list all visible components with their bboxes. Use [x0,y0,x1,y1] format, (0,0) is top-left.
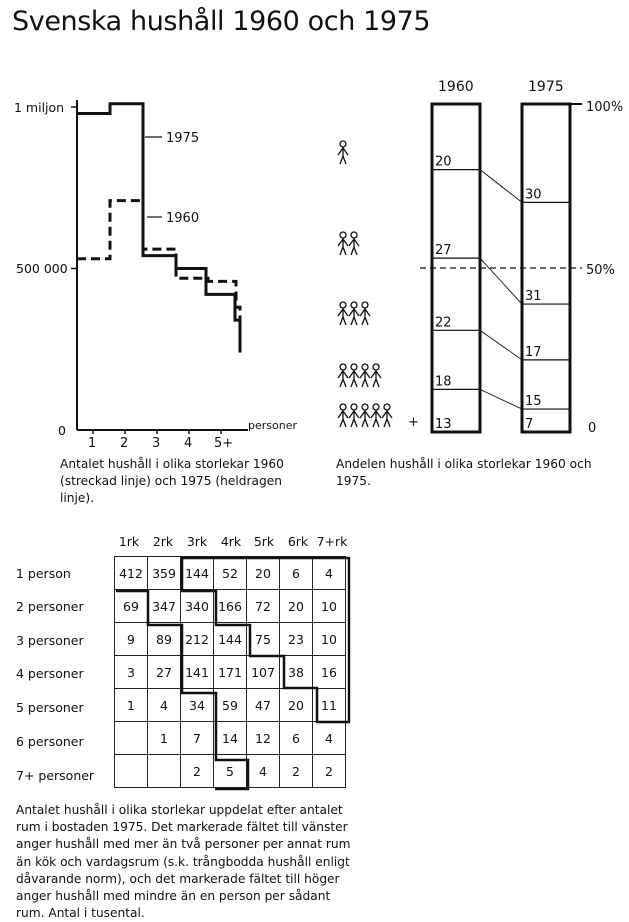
table-cell: 20 [247,557,280,590]
table-cell: 10 [313,590,346,623]
table-cell: 1 [115,689,148,722]
xtick-label-2: 2 [120,436,129,451]
table-cell: 72 [247,590,280,623]
household-size-icons-2 [338,232,359,255]
household-size-icons-4 [338,364,381,387]
tick-label-50: 50% [586,263,615,278]
table-cell: 340 [181,590,214,623]
table-cell: 2 [181,755,214,788]
table-cell: 1 [148,722,181,755]
row-label-7: 7+ personer [16,768,95,783]
segment-label-1960-1: 27 [435,243,452,259]
col-header-1rk: 1rk [118,534,140,549]
table-cell: 347 [148,590,181,623]
share-stacked-chart [320,60,629,445]
page-title: Svenska hushåll 1960 och 1975 [12,6,431,37]
table-cell: 7 [181,722,214,755]
table-cell: 107 [247,656,280,689]
ytick-label-500000: 500 000 [16,261,68,276]
col-header-6rk: 6rk [287,534,309,549]
x-axis-label: personer [248,419,297,432]
row-label-3: 3 personer [16,633,84,648]
person-icon [349,302,359,325]
table-cell: 27 [148,656,181,689]
table-row [115,656,346,689]
connector-line [480,258,522,304]
column-label-1960: 1960 [438,79,474,95]
row-label-2: 2 personer [16,599,84,614]
household-size-icons-5 [338,404,392,427]
row-label-4: 4 personer [16,666,84,681]
column-label-1975: 1975 [528,79,564,95]
tick-label-100: 100% [586,100,624,115]
table-cell: 34 [181,689,214,722]
person-icon [338,141,348,164]
col-header-2rk: 2rk [152,534,174,549]
person-icon [360,404,370,427]
col-header-3rk: 3rk [186,534,208,549]
table-cell: 412 [115,557,148,590]
table-cell: 359 [148,557,181,590]
person-icon [360,302,370,325]
xtick-label-5plus: 5+ [214,436,234,451]
series-label-1975: 1975 [166,131,200,146]
segment-label-1960-4: 13 [435,417,452,432]
row-label-6: 6 personer [16,734,84,749]
table-cell: 47 [247,689,280,722]
table-cell: 52 [214,557,247,590]
col-header-5rk: 5rk [253,534,275,549]
step-chart-plot [71,100,248,434]
table-cell [115,755,148,788]
table-cell: 212 [181,623,214,656]
table-row [115,590,346,623]
table-cell: 20 [280,590,313,623]
caption-share-chart: Andelen hushåll i olika storlekar 1960 och 1975. [336,457,592,488]
ytick-label-1-miljon: 1 miljon [14,100,65,115]
table-cell: 2 [313,755,346,788]
row-label-5: 5 personer [16,700,84,715]
table-cell: 69 [115,590,148,623]
caption-table: Antalet hushåll i olika storlekar uppdelat efter antalet rum i bostaden 1975. Det markerade fältet till vänster anger hushåll med mer än två personer per annat rum än kök och vardagsrum (s.k. trångbodda hushåll enligt dåvarande norm), och det markerade fältet till höger anger hushåll med mindre än en person per sådant rum. Antal i tusental. [16,803,351,921]
segment-label-1960-0: 20 [435,154,452,170]
stacked-bars-plot [338,104,582,432]
segment-label-1975-1: 31 [525,289,542,305]
segment-label-1960-2: 22 [435,315,452,331]
table-cell: 10 [313,623,346,656]
person-icon [349,364,359,387]
table-cell: 38 [280,656,313,689]
table-cell: 12 [247,722,280,755]
table-cell: 6 [280,722,313,755]
table-cell [148,755,181,788]
table-row [115,557,346,590]
person-icon [338,302,348,325]
table-cell: 171 [214,656,247,689]
person-icon [360,364,370,387]
xtick-label-4: 4 [184,436,193,451]
table-cell: 4 [313,722,346,755]
segment-label-1960-3: 18 [435,374,452,390]
xtick-label-1: 1 [88,436,97,451]
table-cell: 75 [247,623,280,656]
table-cell: 144 [181,557,214,590]
segment-label-1975-3: 15 [525,394,542,410]
household-step-chart [0,0,330,455]
person-icon [338,364,348,387]
tick-label-0: 0 [588,421,597,436]
person-icon [338,232,348,255]
table-cell: 2 [280,755,313,788]
table-cell: 141 [181,656,214,689]
segment-label-1975-4: 7 [525,417,534,432]
caption-step-chart: Antalet hushåll i olika storlekar 1960 (streckad linje) och 1975 (heldragen linje). [60,457,284,505]
series-label-1960: 1960 [166,211,200,226]
connector-line [480,330,522,360]
table-cell: 20 [280,689,313,722]
table-cell: 89 [148,623,181,656]
person-icon [371,404,381,427]
household-size-icons-3 [338,302,370,325]
table-cell: 16 [313,656,346,689]
table-cell: 4 [313,557,346,590]
table-cell: 5 [214,755,247,788]
col-header-4rk: 4rk [220,534,242,549]
person-icon [371,364,381,387]
table-cell: 144 [214,623,247,656]
table-cell: 9 [115,623,148,656]
rooms-table [114,556,346,788]
plus-sign: + [408,415,419,430]
table-cell: 6 [280,557,313,590]
segment-label-1975-0: 30 [525,187,542,203]
connector-line [480,170,522,203]
segment-label-1975-2: 17 [525,344,542,360]
table-cell [115,722,148,755]
table-cell: 166 [214,590,247,623]
table-cell: 3 [115,656,148,689]
table-cell: 4 [247,755,280,788]
xtick-label-3: 3 [152,436,161,451]
person-icon [338,404,348,427]
table-cell: 4 [148,689,181,722]
table-row [115,623,346,656]
table-cell: 59 [214,689,247,722]
series-line-1975 [77,104,240,353]
table-cell: 23 [280,623,313,656]
connector-line [480,389,522,409]
table-cell: 14 [214,722,247,755]
ytick-label-0: 0 [58,423,66,438]
table-cell: 11 [313,689,346,722]
table-row [115,689,346,722]
series-line-1960 [77,201,240,324]
table-row [115,722,346,755]
person-icon [349,232,359,255]
person-icon [349,404,359,427]
person-icon [382,404,392,427]
col-header-7rk: 7+rk [316,534,348,549]
row-label-1: 1 person [16,566,71,581]
household-size-icons-1 [338,141,348,164]
table-row [115,755,346,788]
